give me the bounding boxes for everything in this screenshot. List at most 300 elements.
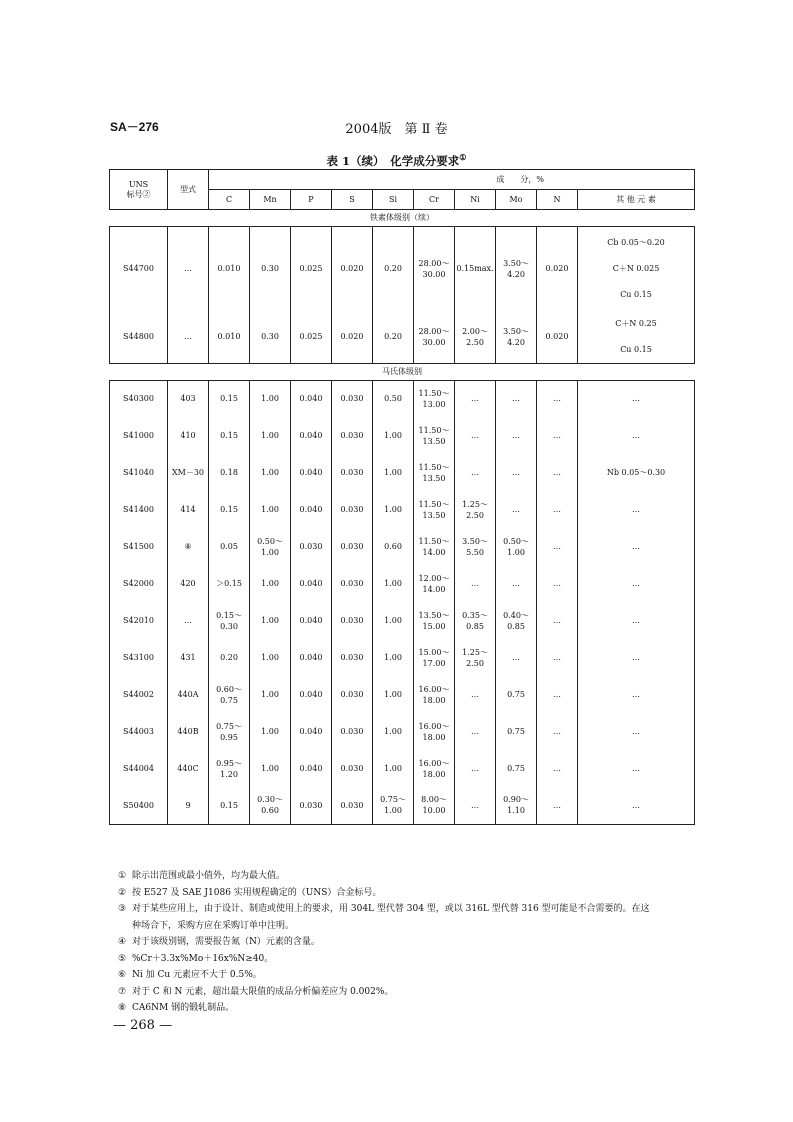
cell-ni (455, 602, 496, 639)
other-element-entry: … (632, 800, 640, 810)
cell-c-value: 0.010 (217, 332, 241, 341)
cell-mn-value: 0.50～ 1.00 (257, 536, 283, 557)
table-row (110, 380, 695, 417)
cell-cr-value: 11.50～ 13.50 (418, 425, 450, 446)
footnote (118, 951, 708, 968)
cell-n-value: … (553, 800, 561, 810)
cell-ni (455, 639, 496, 676)
col-header-uns: UNS 标号② (110, 170, 168, 210)
cell-n-value: 0.020 (545, 264, 569, 274)
cell-n (537, 380, 578, 417)
cell-mo-value: 0.75 (507, 764, 525, 773)
cell-ni (455, 454, 496, 491)
cell-si (373, 454, 414, 491)
cell-s-value: 0.030 (340, 505, 364, 514)
volume-header: 2004版 第 Ⅱ 卷 (345, 122, 448, 137)
cell-si (373, 676, 414, 713)
cell-ni-value: 2.00～ 2.50 (462, 326, 488, 347)
col-header-cr: Cr (414, 190, 455, 210)
cell-cr-value: 16.00～ 18.00 (418, 758, 450, 779)
col-header-other: 其 他 元 素 (578, 190, 695, 210)
cell-s-value: 0.030 (340, 800, 364, 810)
footnote-symbol: ① (118, 871, 127, 881)
col-header-c: C (209, 190, 250, 210)
footnote-symbol: ⑧ (118, 1003, 127, 1013)
cell-type-value: … (184, 616, 192, 625)
cell-s-value: 0.030 (340, 653, 364, 662)
cell-n (537, 602, 578, 639)
table-title (0, 152, 793, 169)
cell-mo-value: 0.50～ 1.00 (503, 536, 529, 557)
cell-s-value: 0.030 (340, 542, 364, 551)
cell-uns-value: S41040 (123, 468, 154, 477)
cell-c-value: 0.75～ 0.95 (216, 721, 242, 742)
cell-mn (250, 528, 291, 565)
cell-ni-value: … (471, 468, 479, 477)
cell-cr-value: 12.00～ 14.00 (418, 573, 450, 594)
cell-mo-value: 0.90～ 1.10 (503, 795, 529, 816)
cell-ni-value: 3.50～ 5.50 (462, 536, 488, 557)
col-header-composition: 成 分，% (209, 170, 695, 190)
cell-si-value: 0.75～ 1.00 (380, 795, 406, 816)
cell-p (291, 565, 332, 602)
cell-other (578, 454, 695, 491)
cell-s-value: 0.030 (340, 764, 364, 773)
cell-mo-value: … (512, 468, 520, 477)
cell-cr-value: 28.00～ 30.00 (418, 326, 450, 347)
cell-mo (496, 750, 537, 787)
col-header-mo: Mo (496, 190, 537, 210)
cell-type-value: 403 (180, 394, 196, 404)
cell-si (373, 528, 414, 565)
cell-mo (496, 565, 537, 602)
footnote-symbol: ⑤ (118, 953, 127, 964)
other-element-entry: … (632, 653, 640, 662)
cell-mn-value: 1.00 (261, 764, 279, 773)
cell-type (168, 676, 209, 713)
cell-uns (110, 528, 168, 565)
cell-ni-value: … (471, 394, 479, 404)
footnote-text: 对于该级别钢，需要报告氮（N）元素的含量。 (132, 937, 320, 947)
cell-s-value: 0.030 (340, 727, 364, 736)
cell-ni (455, 713, 496, 750)
cell-c-value: 0.15 (220, 394, 238, 404)
table-row (110, 491, 695, 528)
cell-type (168, 227, 209, 311)
table-title-text: 表 1（续） 化学成分要求 (326, 153, 460, 168)
cell-s-value: 0.030 (340, 579, 364, 588)
cell-mo-value: … (512, 579, 520, 588)
cell-cr (414, 565, 455, 602)
cell-c-value: 0.15 (220, 800, 238, 810)
cell-c-value: 0.05 (220, 542, 238, 551)
table-row (110, 528, 695, 565)
other-element-entry: … (632, 505, 640, 514)
cell-n (537, 227, 578, 311)
cell-c (209, 676, 250, 713)
cell-ni-value: 0.35～ 0.85 (462, 610, 488, 631)
cell-mo-value: 3.50～ 4.20 (503, 258, 529, 279)
table-row (110, 417, 695, 454)
table-row (110, 750, 695, 787)
cell-other (578, 380, 695, 417)
cell-cr (414, 454, 455, 491)
cell-c-value: 0.15 (220, 431, 238, 440)
cell-type (168, 380, 209, 417)
cell-si (373, 491, 414, 528)
cell-cr-value: 28.00～ 30.00 (418, 258, 450, 279)
cell-mn-value: 1.00 (261, 653, 279, 662)
cell-other (578, 639, 695, 676)
cell-mo-value: 0.75 (507, 690, 525, 699)
cell-mn (250, 565, 291, 602)
cell-p (291, 380, 332, 417)
cell-mn-value: 1.00 (261, 690, 279, 699)
cell-mn-value: 1.00 (261, 616, 279, 625)
cell-ni (455, 750, 496, 787)
document-code: SA－276 (110, 120, 159, 134)
cell-type-value: 440C (177, 764, 199, 773)
cell-uns-value: S41500 (123, 542, 154, 551)
other-element-entry: … (632, 394, 640, 404)
cell-p (291, 528, 332, 565)
cell-uns (110, 750, 168, 787)
section-header-row (110, 363, 695, 380)
cell-s (332, 713, 373, 750)
cell-s (332, 602, 373, 639)
cell-uns-value: S42010 (123, 616, 154, 625)
cell-n-value: … (553, 690, 561, 699)
cell-n-value: … (553, 616, 561, 625)
cell-cr-value: 15.00～ 17.00 (418, 647, 450, 668)
cell-si (373, 602, 414, 639)
cell-si-value: 1.00 (384, 653, 402, 662)
cell-type-value: 440B (177, 727, 199, 736)
cell-mo (496, 227, 537, 311)
cell-n-value: … (553, 505, 561, 514)
cell-ni-value: … (471, 690, 479, 699)
cell-n-value: … (553, 468, 561, 477)
cell-uns-value: S50400 (123, 800, 154, 810)
cell-si-value: 0.60 (384, 542, 402, 551)
cell-other (578, 417, 695, 454)
cell-other (578, 787, 695, 824)
cell-si-value: 1.00 (384, 505, 402, 514)
cell-uns-value: S41400 (123, 505, 154, 514)
cell-other (578, 311, 695, 364)
cell-uns (110, 417, 168, 454)
col-header-p: P (291, 190, 332, 210)
cell-uns (110, 227, 168, 311)
cell-n-value: … (553, 579, 561, 588)
footnote (118, 1000, 708, 1017)
cell-p-value: 0.040 (299, 764, 323, 773)
cell-s (332, 787, 373, 824)
cell-mo (496, 602, 537, 639)
cell-s (332, 639, 373, 676)
cell-n (537, 311, 578, 364)
other-element-entry: … (632, 579, 640, 588)
cell-mn (250, 454, 291, 491)
cell-type (168, 713, 209, 750)
cell-p-value: 0.040 (299, 468, 323, 477)
cell-cr (414, 528, 455, 565)
cell-n-value: … (553, 764, 561, 773)
cell-s-value: 0.020 (340, 264, 364, 274)
cell-c (209, 639, 250, 676)
cell-type-value: 420 (180, 579, 196, 588)
footnote-symbol: ③ (118, 904, 127, 914)
cell-mn (250, 639, 291, 676)
cell-mo (496, 311, 537, 364)
cell-c (209, 417, 250, 454)
cell-p-value: 0.030 (299, 542, 323, 551)
footnote-continuation: 种场合下，采购方应在采购订单中注明。 (132, 920, 295, 931)
cell-p-value: 0.040 (299, 653, 323, 662)
cell-s (332, 676, 373, 713)
cell-type-value: 410 (180, 431, 196, 440)
cell-c-value: ＞0.15 (216, 579, 242, 588)
cell-n (537, 417, 578, 454)
footnote-text: Ni 加 Cu 元素应不大于 0.5%。 (132, 970, 262, 980)
cell-p-value: 0.040 (299, 727, 323, 736)
cell-c-value: 0.010 (217, 264, 241, 274)
section-header-row (110, 210, 695, 227)
cell-si-value: 1.00 (384, 690, 402, 699)
cell-n (537, 676, 578, 713)
cell-uns-value: S44800 (123, 332, 154, 341)
cell-type (168, 417, 209, 454)
cell-s-value: 0.030 (340, 394, 364, 404)
table-row (110, 639, 695, 676)
cell-type (168, 565, 209, 602)
cell-cr (414, 602, 455, 639)
other-element-entry: … (632, 616, 640, 625)
cell-cr-value: 16.00～ 18.00 (418, 684, 450, 705)
cell-cr-value: 11.50～ 13.50 (418, 499, 450, 520)
cell-n (537, 639, 578, 676)
cell-p-value: 0.040 (299, 616, 323, 625)
cell-mo (496, 528, 537, 565)
cell-c (209, 491, 250, 528)
cell-mo (496, 417, 537, 454)
cell-ni (455, 417, 496, 454)
cell-mo-value: 0.75 (507, 727, 525, 736)
cell-n-value: 0.020 (545, 332, 569, 341)
cell-uns (110, 713, 168, 750)
cell-type-value: 440A (177, 690, 199, 699)
table-row (110, 713, 695, 750)
cell-c (209, 311, 250, 364)
cell-cr (414, 491, 455, 528)
cell-mn (250, 787, 291, 824)
section-title: 铁素体级别（续） (110, 210, 695, 227)
cell-p-value: 0.040 (299, 690, 323, 699)
cell-c-value: 0.95～ 1.20 (216, 758, 242, 779)
table-row (110, 565, 695, 602)
section-title: 马氏体级别 (110, 363, 695, 380)
footnote-symbol: ⑥ (118, 970, 127, 980)
table-row (110, 227, 695, 311)
cell-type-value: 414 (180, 505, 196, 514)
footnote (118, 885, 708, 902)
cell-type (168, 787, 209, 824)
cell-mn (250, 602, 291, 639)
cell-ni (455, 676, 496, 713)
cell-other (578, 565, 695, 602)
cell-uns-value: S43100 (123, 653, 154, 662)
cell-cr (414, 787, 455, 824)
other-element-entry: C＋N 0.025 (612, 263, 660, 273)
cell-c-value: 0.60～ 0.75 (216, 684, 242, 705)
cell-p-value: 0.040 (299, 431, 323, 440)
cell-p-value: 0.040 (299, 505, 323, 514)
table-row (110, 676, 695, 713)
table-row (110, 311, 695, 364)
other-element-entry: Nb 0.05～0.30 (606, 468, 666, 477)
cell-uns (110, 676, 168, 713)
cell-cr (414, 639, 455, 676)
cell-uns (110, 639, 168, 676)
cell-mn-value: 1.00 (261, 468, 279, 477)
cell-uns (110, 787, 168, 824)
cell-s (332, 454, 373, 491)
cell-p (291, 787, 332, 824)
cell-si (373, 639, 414, 676)
cell-p (291, 417, 332, 454)
cell-cr-value: 8.00～ 10.00 (421, 795, 447, 816)
cell-c (209, 713, 250, 750)
cell-c-value: 0.20 (220, 653, 238, 662)
cell-uns-value: S44003 (123, 727, 154, 736)
cell-ni (455, 565, 496, 602)
cell-c (209, 750, 250, 787)
cell-mo-value: 3.50～ 4.20 (503, 326, 529, 347)
cell-si-value: 0.20 (384, 332, 402, 341)
cell-n (537, 565, 578, 602)
cell-p (291, 639, 332, 676)
cell-n (537, 454, 578, 491)
cell-type (168, 750, 209, 787)
cell-uns (110, 491, 168, 528)
cell-p (291, 311, 332, 364)
cell-p (291, 713, 332, 750)
cell-cr (414, 227, 455, 311)
cell-s (332, 380, 373, 417)
cell-mn-value: 1.00 (261, 431, 279, 440)
footnote-text: 除示出范围或最小值外，均为最大值。 (132, 871, 286, 881)
cell-s-value: 0.030 (340, 468, 364, 477)
cell-s (332, 227, 373, 311)
cell-n-value: … (553, 727, 561, 736)
cell-other (578, 602, 695, 639)
cell-si-value: 1.00 (384, 579, 402, 588)
cell-ni (455, 227, 496, 311)
cell-p-value: 0.025 (299, 332, 323, 341)
cell-mo (496, 676, 537, 713)
cell-si-value: 1.00 (384, 468, 402, 477)
cell-si (373, 750, 414, 787)
footnote (118, 901, 708, 918)
footnote-text: CA6NM 钢的锻轧制品。 (132, 1003, 235, 1013)
cell-type (168, 491, 209, 528)
cell-cr-value: 13.50～ 15.00 (418, 610, 450, 631)
cell-other (578, 676, 695, 713)
cell-p-value: 0.040 (299, 579, 323, 588)
cell-ni-value: … (471, 764, 479, 773)
cell-mn (250, 311, 291, 364)
other-element-entry: … (632, 542, 640, 551)
cell-c-value: 0.15 (220, 505, 238, 514)
cell-n-value: … (553, 394, 561, 404)
cell-cr-value: 11.50～ 13.00 (418, 388, 450, 409)
col-header-ni: Ni (455, 190, 496, 210)
other-element-entry: … (632, 727, 640, 736)
cell-type (168, 602, 209, 639)
footnote-text: 对于某些应用上，由于设计、制造或使用上的要求，用 304L 型代替 304 型，或以 316L 型代替 316 型可能是不合需要的。在这 (132, 904, 650, 914)
cell-n (537, 713, 578, 750)
cell-mo-value: … (512, 431, 520, 440)
cell-mo (496, 787, 537, 824)
cell-si-value: 0.50 (384, 394, 402, 404)
cell-cr-value: 11.50～ 14.00 (418, 536, 450, 557)
cell-s (332, 750, 373, 787)
other-element-entry: Cb 0.05～0.20 (607, 237, 665, 247)
cell-p (291, 491, 332, 528)
cell-c (209, 227, 250, 311)
other-element-entry: … (632, 431, 640, 440)
table-title-footnote-mark: ① (459, 152, 467, 162)
cell-p (291, 454, 332, 491)
cell-uns-value: S44002 (123, 690, 154, 699)
cell-type (168, 639, 209, 676)
cell-type-value: … (184, 264, 192, 274)
cell-n (537, 491, 578, 528)
cell-ni (455, 311, 496, 364)
cell-s (332, 491, 373, 528)
footnote-text: 对于 C 和 N 元素，超出最大限值的成品分析偏差应为 0.002%。 (132, 986, 394, 997)
cell-uns-value: S40300 (123, 394, 154, 404)
cell-ni-value: … (471, 431, 479, 440)
footnote-text: %Cr＋3.3x%Mo＋16x%N≥40。 (132, 953, 274, 964)
cell-uns-value: S44700 (123, 264, 154, 274)
cell-c (209, 602, 250, 639)
cell-c (209, 380, 250, 417)
other-element-entry: C＋N 0.25 (615, 318, 657, 328)
cell-ni (455, 528, 496, 565)
col-header-n: N (537, 190, 578, 210)
cell-type (168, 528, 209, 565)
cell-si-value: 1.00 (384, 431, 402, 440)
cell-p (291, 602, 332, 639)
cell-si (373, 565, 414, 602)
cell-c (209, 528, 250, 565)
cell-s (332, 528, 373, 565)
other-element-entry: … (632, 764, 640, 773)
cell-si-value: 0.20 (384, 264, 402, 274)
footnote-text: 按 E527 及 SAE J1086 实用规程确定的（UNS）合金标号。 (132, 887, 382, 898)
cell-mo (496, 491, 537, 528)
cell-type-value: XM－30 (171, 468, 205, 477)
cell-si (373, 417, 414, 454)
cell-uns (110, 380, 168, 417)
cell-uns-value: S42000 (123, 579, 154, 588)
cell-n-value: … (553, 431, 561, 440)
cell-mn (250, 713, 291, 750)
cell-ni (455, 380, 496, 417)
cell-mn (250, 380, 291, 417)
cell-mn-value: 0.30～ 0.60 (257, 795, 283, 816)
